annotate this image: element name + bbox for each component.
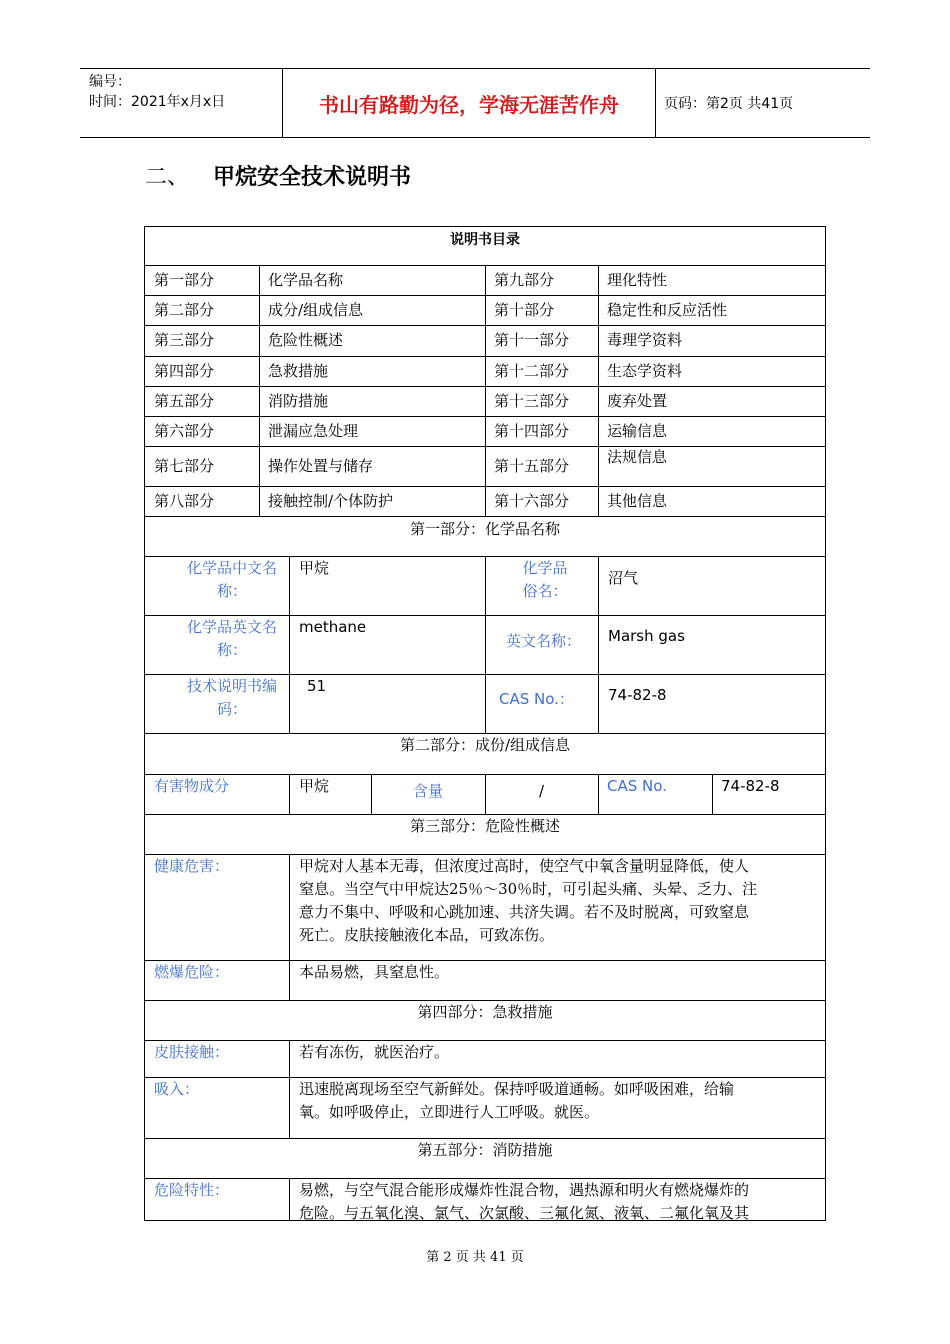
toc-part-number: 第十部分: [494, 300, 555, 319]
health-text: [299, 855, 819, 947]
safety-data-table: [144, 226, 826, 1221]
text-line: 氧。如呼吸停止，立即进行人工呼吸。就医。: [299, 1103, 600, 1121]
toc-part-title: 理化特性: [607, 270, 668, 289]
toc-part-title: 其他信息: [607, 491, 668, 510]
toc-part-title: 消防措施: [268, 391, 329, 410]
toc-part-number: 第十一部分: [494, 331, 570, 349]
component-value: 甲烷: [299, 777, 330, 795]
part3-heading: 第三部分：危险性概述: [409, 817, 560, 835]
tech-no-label: 技术说明书编码：: [186, 677, 277, 718]
text-line: 迅速脱离现场至空气新鲜处。保持呼吸道通畅。如呼吸困难，给输: [299, 1080, 735, 1098]
toc-part-title: 泄漏应急处理: [268, 421, 359, 440]
page-footer: 第 2 页 共 41 页: [426, 1250, 524, 1265]
toc-part-number: 第十二部分: [494, 361, 570, 380]
part1-heading: 第一部分：化学品名称: [409, 520, 560, 538]
toc-part-title: 接触控制/个体防护: [268, 491, 394, 510]
cn-name-value: 甲烷: [299, 559, 330, 577]
cas-value: 74-82-8: [608, 686, 667, 704]
toc-part-title: 急救措施: [268, 361, 329, 380]
inhale-text: [299, 1078, 819, 1124]
part2-cas-value: 74-82-8: [721, 777, 780, 795]
toc-part-title: 操作处置与储存: [268, 456, 374, 475]
toc-part-title: 稳定性和反应活性: [607, 300, 728, 319]
skin-text: 若有冻伤，就医治疗。: [299, 1043, 450, 1061]
cas-label: CAS No.：: [499, 690, 574, 708]
section-title: [145, 160, 411, 191]
toc-part-number: 第十六部分: [494, 491, 570, 510]
toc-part-title: 危险性概述: [268, 331, 344, 349]
en-alias-value: Marsh gas: [608, 627, 685, 645]
header-page-number: 页码：第2页 共41页: [664, 96, 794, 112]
toc-part-title: 生态学资料: [607, 361, 683, 380]
en-name-label: 化学品英文名称：: [186, 618, 277, 659]
toc-part-number: 第九部分: [494, 270, 555, 289]
common-name-value: 沼气: [608, 569, 639, 587]
hazard-text: [299, 1179, 819, 1225]
hazard-label: 危险特性：: [154, 1181, 230, 1199]
toc-part-number: 第五部分: [154, 391, 215, 410]
skin-label: 皮肤接触：: [154, 1043, 230, 1061]
common-name-label: 化学品俗名：: [522, 559, 568, 600]
section-number: 二、: [145, 165, 190, 190]
toc-part-number: 第十三部分: [494, 391, 570, 410]
header-motto: 书山有路勤为径，学海无涯苦作舟: [282, 69, 656, 137]
toc-part-title: 毒理学资料: [607, 331, 683, 349]
en-alias-label: 英文名称：: [506, 632, 582, 650]
text-line: 甲烷对人基本无毒，但浓度过高时，使空气中氧含量明显降低，使人: [299, 857, 750, 875]
toc-part-number: 第一部分: [154, 270, 215, 289]
text-line: 危险。与五氧化溴、氯气、次氯酸、三氟化氮、液氧、二氟化氧及其: [299, 1204, 750, 1222]
part2-cas-label: CAS No.: [607, 777, 667, 795]
text-line: 死亡。皮肤接触液化本品，可致冻伤。: [299, 926, 555, 944]
fire-text: 本品易燃，具窒息性。: [299, 963, 450, 981]
page-header: [80, 68, 870, 138]
part2-heading: 第二部分：成份/组成信息: [399, 736, 571, 754]
tech-no-value: 51: [307, 677, 327, 695]
document-date: 时间：2021年x月x日: [89, 94, 226, 110]
toc-part-number: 第八部分: [154, 491, 215, 510]
text-line: 窒息。当空气中甲烷达25％～30％时，可引起头痛、头晕、乏力、注: [299, 880, 758, 898]
inhale-label: 吸入：: [154, 1080, 200, 1098]
en-name-value: methane: [299, 618, 367, 636]
part4-heading: 第四部分：急救措施: [417, 1003, 553, 1021]
header-info: [80, 69, 282, 137]
toc-part-title: 化学品名称: [268, 270, 344, 289]
content-label: 含量: [412, 782, 443, 800]
toc-part-number: 第四部分: [154, 361, 215, 380]
toc-part-number: 第十四部分: [494, 421, 570, 440]
section-title-text: 甲烷安全技术说明书: [213, 165, 412, 190]
toc-part-number: 第七部分: [154, 456, 215, 475]
text-line: 易燃，与空气混合能形成爆炸性混合物，遇热源和明火有燃烧爆炸的: [299, 1181, 750, 1199]
toc-part-number: 第二部分: [154, 300, 215, 319]
toc-part-title: 废弃处置: [607, 391, 668, 410]
toc-part-number: 第十五部分: [494, 456, 570, 475]
document-number: 编号：: [89, 74, 131, 90]
component-label: 有害物成分: [154, 777, 230, 795]
content-value: /: [538, 782, 545, 800]
fire-label: 燃爆危险：: [154, 963, 230, 981]
cn-name-label: 化学品中文名称：: [186, 559, 277, 600]
toc-part-title: 运输信息: [607, 421, 668, 440]
toc-part-title: 成分/组成信息: [268, 300, 364, 319]
toc-title: 说明书目录: [450, 232, 520, 248]
part5-heading: 第五部分：消防措施: [417, 1141, 553, 1159]
toc-part-number: 第三部分: [154, 331, 215, 349]
toc-part-title: 法规信息: [607, 448, 668, 466]
toc-part-number: 第六部分: [154, 421, 215, 440]
health-label: 健康危害：: [154, 857, 230, 875]
text-line: 意力不集中、呼吸和心跳加速、共济失调。若不及时脱离，可致窒息: [299, 903, 750, 921]
